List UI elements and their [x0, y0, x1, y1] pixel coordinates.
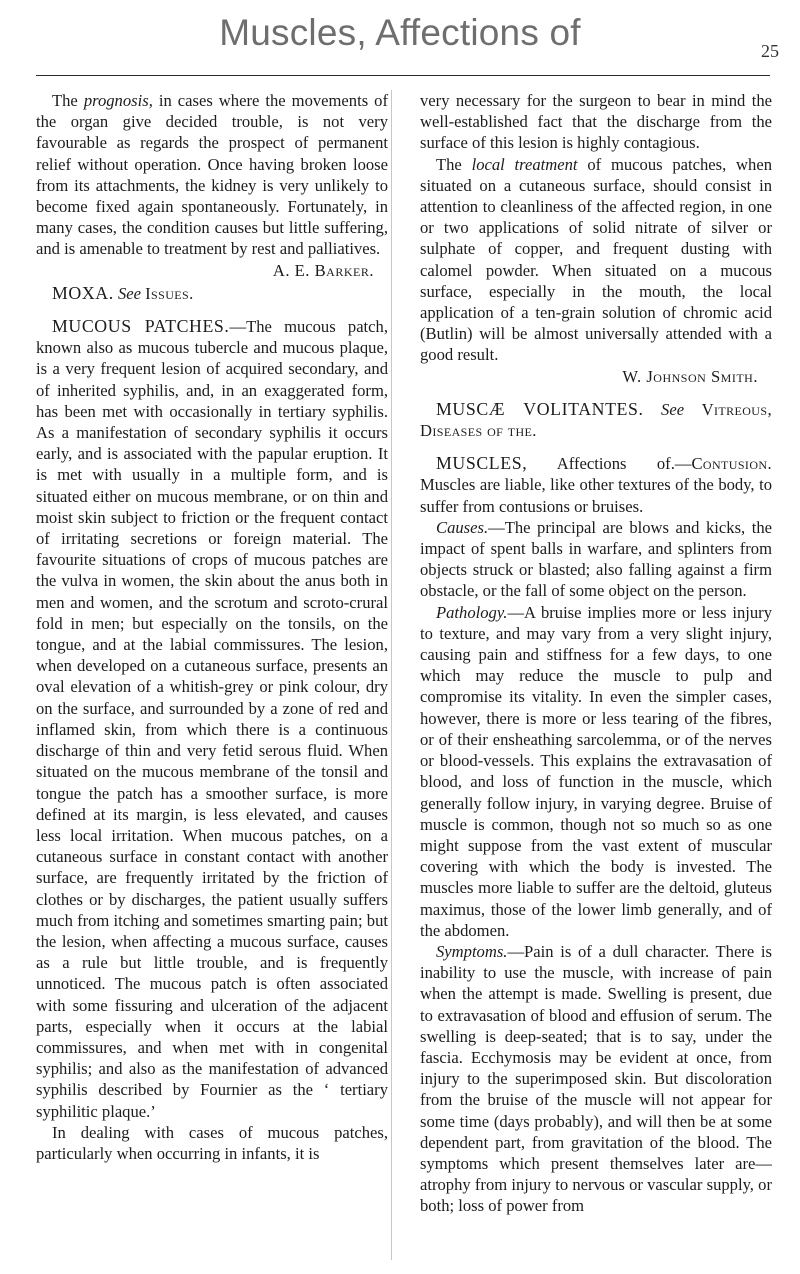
prognosis-term: prognosis — [83, 91, 149, 110]
pathology-paragraph: Pathology.—A bruise implies more or less injury to texture, and may vary from a very slight injury, causing pain and stiffness for a few days, to one which may reduce the muscle to pulp and compromise its vitality. In even the simpler cases, however, there is more or less tearing of the fibres, or of their ensheathing sarcolemma, or of the nerves or blood-vessels. This explains the extravasation of blood, and loss of function in the muscle, which generally follow injury, in varying degree. Bruise of muscle is common, though not so much so as one might suppose from the vast extent of muscular covering with which the body is invested. The muscles more liable to suffer are the deltoid, gluteus maximus, those of the lower limb generally, and of the abdomen. — [420, 602, 772, 940]
symptoms-paragraph: Symptoms.—Pain is of a dull character. There is inability to use the muscle, with increase of pain when the attempt is made. Swelling is present, due to extravasation of blood and effusion of serum. The swelling is deep-seated; that is to say, under the fascia. Ecchymosis may be evident at once, from injury to the superimposed skin. But discoloration from the bruise of the muscle will not appear for some time (days probably), and will then be at some dependent part, from gravitation of the blood. The symptoms which present themselves later are—atrophy from injury to nervous or vascular supply, or both; loss of power from — [420, 941, 772, 1216]
entry-title-mucous-patches: MUCOUS PATCHES. — [52, 316, 230, 337]
causes-paragraph: Causes.—The principal are blows and kicks, the impact of spent balls in warfare, and splinters from objects struck or blasted; also falling against a firm obstacle, or the fall of some object on the person. — [420, 517, 772, 601]
cross-reference-vitreous: Vitreous, Diseases of the. — [420, 399, 772, 441]
mucous-dealing-paragraph: In dealing with cases of mucous patches, particularly when occurring in infants, it is — [36, 1122, 388, 1163]
local-treatment-term: local treatment — [471, 154, 578, 174]
signature-johnson-smith: W. Johnson Smith. — [622, 366, 758, 386]
entry-muscles: MUSCLES, Affections of.—Contusion. Muscles are liable, like other textures of the body, to suffer from contusions or bruises. — [420, 453, 772, 516]
text-columns — [36, 90, 772, 1265]
entry-moxa: MOXA. See Issues. — [52, 282, 194, 303]
entry-title-muscae-volitantes: MUSCÆ VOLITANTES. — [436, 398, 644, 419]
causes-term: Causes. — [436, 517, 489, 537]
prognosis-paragraph: The prognosis, in cases where the movements of the organ give decided trouble, is not very favourable as regards the prospect of permanent relief without operation. Once having broken loose from its attachments, the kidney is very unlikely to become fixed again spontaneously. Fortunately, in many cases, the condition causes but little suffering, and is amenable to treatment by rest and palliatives. — [36, 91, 389, 259]
entry-title-moxa: MOXA. — [52, 282, 114, 303]
left-column — [36, 90, 388, 1265]
pathology-term: Pathology. — [436, 602, 508, 622]
section-contusion: Contusion. — [691, 454, 772, 474]
cross-reference-issues: Issues. — [145, 283, 194, 303]
entry-title-muscles: MUSCLES, — [436, 453, 528, 474]
entry-mucous-patches: MUCOUS PATCHES.—The mucous patch, known also as mucous tubercle and mucous plaque, is a very frequent lesion of acquired secondary, and of inherited syphilis, and, in an exaggerated form, has been met with occasionally in tertiary syphilis. As a manifestation of secondary syphilis it occurs early, and is associated with the papular eruption. It is met with usually in a multiple form, and is situated either on mucous membrane, or on thin and moist skin subject to friction or the frequent contact of irritating secretions or foreign material. The favourite situations of crops of mucous patches are the vulva in women, the skin about the anus both in men and women, and the scrotum and scroto-crural fold in men; but especially on the tonsils, on the tongue, and at the labial commissures. The lesion, when developed on a cutaneous surface, presents an oval elevation of a whitish-grey or pink colour, dry on the surface, and surrounded by a zone of red and inflamed skin, from which there is a continuous discharge of thin and very fetid serous fluid. When situated on the mucous membrane of the tonsil and tongue the patch has a smoother surface, is more defined at its margin, is less elevated, and causes less local irritation. When mucous patches, on a cutaneous surface in constant contact with another surface, are frequently irritated by the friction of clothes or by discharges, the patient usually suffers much from itching and sometimes smarting pain; but the lesion, when affecting a mucous surface, causes as a rule but little trouble, and is frequently unnoticed. The mucous patch is often associated with some fissuring and ulceration of the adjacent parts, especially when it occurs at the labial commissures, and when met with in congenital syphilis; and also as the manifestation of advanced syphilis described by Fournier as the ‘ tertiary syphilitic plaque.’ — [36, 316, 388, 1121]
header-rule — [36, 75, 770, 76]
entry-muscae-volitantes: MUSCÆ VOLITANTES. See Vitreous, Diseases of the. — [420, 398, 772, 441]
page-header — [0, 0, 800, 80]
page-number: 25 — [761, 41, 779, 61]
local-treatment-paragraph: The local treatment of mucous patches, when situated on a cutaneous surface, should consist in attention to cleanliness of the affected region, in one or two applications of solid nitrate of silver or sulphate of copper, and frequent dusting with calomel powder. When situated on a mucous surface, especially in the mouth, the local application of a ten-grain solution of chromic acid (Butlin) will be almost universally attended with a good result. — [420, 154, 772, 365]
symptoms-term: Symptoms. — [436, 941, 508, 961]
signature-barker: A. E. Barker. — [272, 260, 374, 280]
continued-paragraph: very necessary for the surgeon to bear in mind the well-established fact that the discharge from the surface of this lesion is highly contagious. — [420, 91, 772, 153]
running-title: Muscles, Affections of — [219, 12, 581, 53]
right-column — [420, 90, 772, 1265]
